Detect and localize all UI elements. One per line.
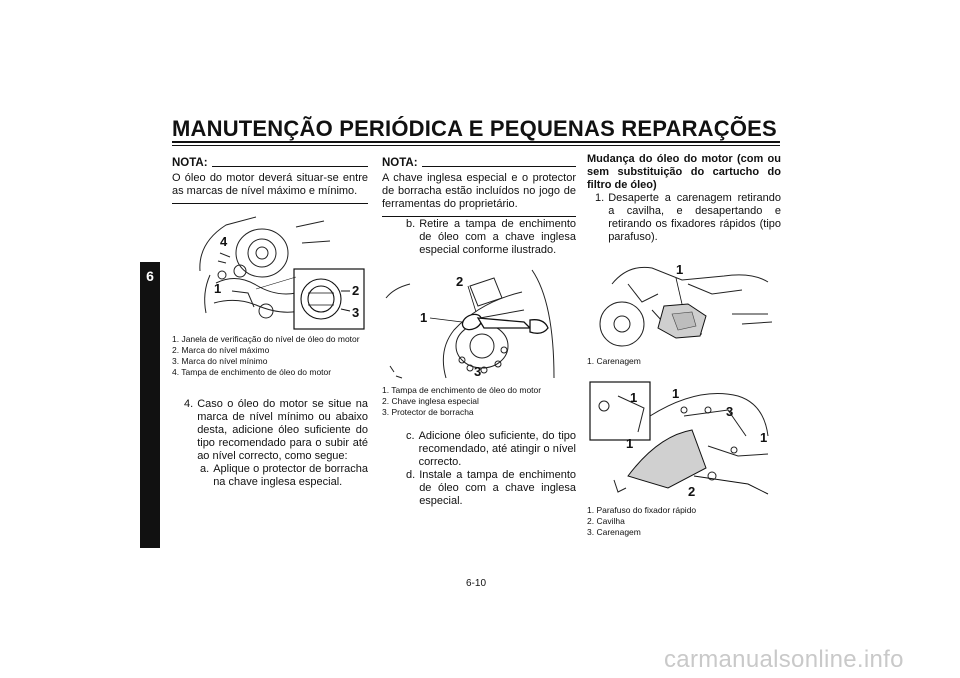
step-c: c. Adicione óleo suficiente, do tipo recomendado, até atingir o nível correcto. bbox=[406, 430, 576, 468]
callout-1: 1 bbox=[676, 262, 684, 277]
callout-3: 3 bbox=[726, 404, 734, 419]
oil-filler-cap-figure bbox=[384, 262, 576, 382]
col2-step-b: b. Retire a tampa de enchimento de óleo com a chave inglesa especial conforme ilustrado. bbox=[406, 218, 576, 256]
step-d: d. Instale a tampa de enchimento de óleo com a chave inglesa especial. bbox=[406, 469, 576, 507]
callout-1: 1 bbox=[420, 310, 428, 325]
title-rule-thick bbox=[172, 141, 780, 143]
nota-header: NOTA: bbox=[382, 157, 576, 170]
col1-steps bbox=[184, 398, 368, 489]
step-a: a. Aplique o protector de borracha na chave inglesa especial. bbox=[200, 463, 368, 488]
col1-caption: 1. Janela de verificação do nível de óleo do motor 2. Marca do nível máximo 3. Marca do nível mínimo 4. Tampa de enchimento de óleo do motor bbox=[172, 334, 360, 377]
col1-nota bbox=[172, 157, 368, 204]
callout-2: 2 bbox=[688, 484, 696, 498]
callout-3: 3 bbox=[352, 305, 360, 320]
col3-text bbox=[587, 153, 781, 244]
step-1: 1. Desaperte a carenagem retirando a cavilha, e desapertando e retirando os fixadores rápidos (tipo parafuso). bbox=[595, 192, 781, 243]
callout-2: 2 bbox=[456, 274, 464, 289]
watermark-link[interactable]: carmanualsonline.info bbox=[664, 646, 904, 673]
col2-nota bbox=[382, 157, 576, 217]
col2-caption: 1. Tampa de enchimento de óleo do motor 2. Chave inglesa especial 3. Protector de borracha bbox=[382, 385, 542, 417]
fastener-illustration bbox=[588, 376, 782, 498]
wrench-illustration bbox=[384, 262, 576, 382]
callout-2: 2 bbox=[352, 283, 360, 298]
callout-4: 4 bbox=[220, 234, 228, 249]
nota-text: O óleo do motor deverá situar-se entre as marcas de nível máximo e mínimo. bbox=[172, 172, 368, 197]
col3-caption1: 1. Carenagem bbox=[587, 356, 641, 366]
oil-level-window-figure bbox=[196, 213, 366, 331]
fairing-figure bbox=[592, 254, 782, 354]
callout-1c: 1 bbox=[760, 430, 768, 445]
nota-header: NOTA: bbox=[172, 157, 368, 170]
callout-1b: 1 bbox=[672, 386, 680, 401]
quick-fastener-figure bbox=[588, 376, 782, 498]
page-number: 6-10 bbox=[466, 578, 487, 589]
chapter-tab: 6 bbox=[140, 262, 160, 548]
callout-1: 1 bbox=[214, 281, 222, 296]
page-title: MANUTENÇÃO PERIÓDICA E PEQUENAS REPARAÇÕES bbox=[172, 116, 777, 141]
nota-end-rule bbox=[172, 203, 368, 204]
callout-1a: 1 bbox=[630, 390, 638, 405]
nota-text: A chave inglesa especial e o protector de borracha estão incluídos no jogo de ferramentas do proprietário. bbox=[382, 172, 576, 210]
callout-3: 3 bbox=[474, 364, 482, 379]
title-rule-thin bbox=[172, 145, 780, 146]
engine-side-illustration bbox=[196, 213, 366, 331]
section-heading: Mudança do óleo do motor (com ou sem substituição do cartucho do filtro de óleo) bbox=[587, 153, 781, 191]
nota-end-rule bbox=[382, 216, 576, 217]
motorcycle-illustration bbox=[592, 254, 782, 354]
col3-caption2: 1. Parafuso do fixador rápido 2. Cavilha 3. Carenagem bbox=[587, 505, 697, 537]
callout-1d: 1 bbox=[626, 436, 634, 451]
step-4: 4. Caso o óleo do motor se situe na marca de nível mínimo ou abaixo desta, adicione óleo suficiente do tipo recomendado para o subir até ao nível correcto, como segue: bbox=[184, 398, 368, 462]
col2-steps bbox=[406, 430, 576, 508]
